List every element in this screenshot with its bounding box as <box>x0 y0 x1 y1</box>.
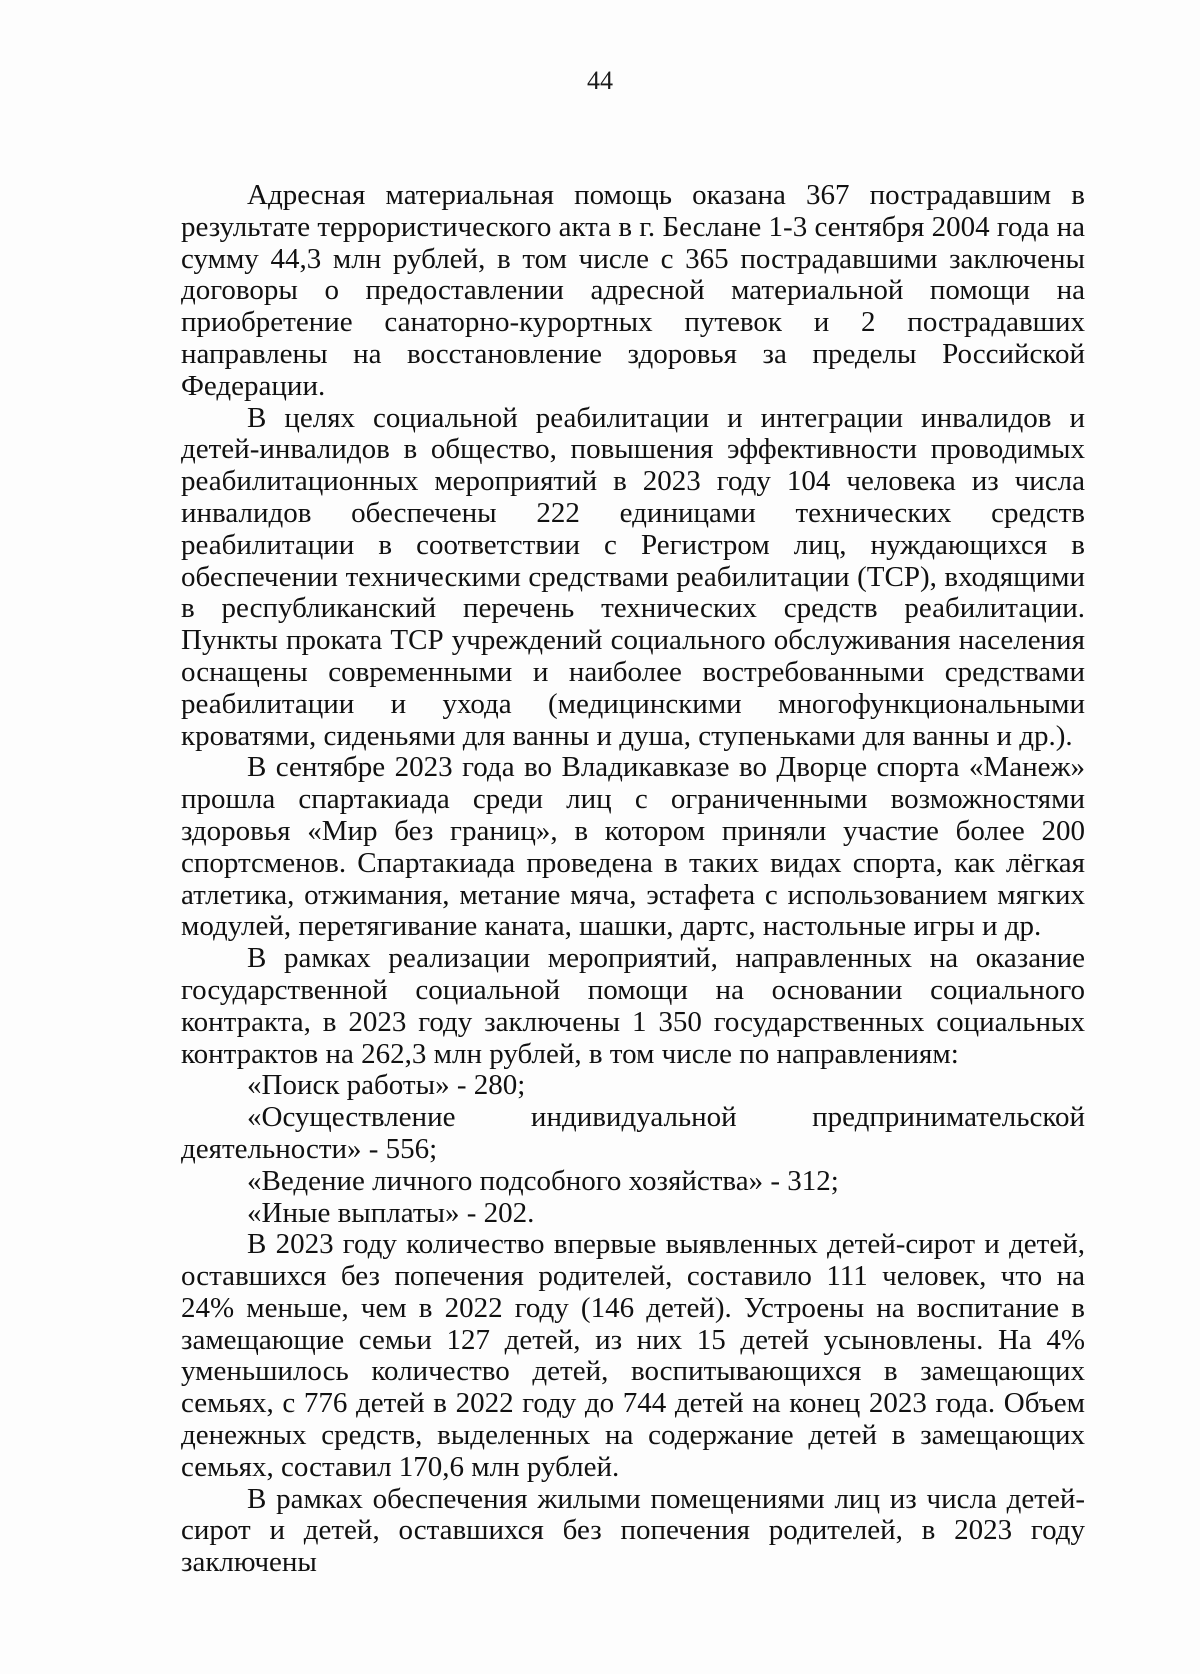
paragraph-orphans: В 2023 году количество впервые выявленных детей-сирот и детей, оставшихся без попечения родителей, составило 111 человек, что на 24% меньше, чем в 2022 году (146 детей). Устроены на воспитание в замещающие семьи 127 детей, из них 15 детей усыновлены. На 4% уменьшилось количество детей, воспитывающихся в замещающих семьях, с 776 детей в 2022 году до 744 детей на конец 2023 года. Объем денежных средств, выделенных на содержание детей в замещающих семьях, составил 170,6 млн рублей. <box>181 1228 1085 1483</box>
list-item-job-search: «Поиск работы» - 280; <box>247 1069 526 1102</box>
list-item-other-payments: «Иные выплаты» - 202. <box>247 1196 535 1229</box>
document-body <box>181 180 1085 1579</box>
paragraph-housing: В рамках обеспечения жилыми помещениями лиц из числа детей-сирот и детей, оставшихся без попечения родителей, в 2023 году заключены <box>181 1482 1085 1579</box>
list-item-entrepreneurship: «Осуществление индивидуальной предпринимательской деятельности» - 556; <box>181 1101 1085 1165</box>
list-item-household-farming: «Ведение личного подсобного хозяйства» - 312; <box>247 1164 839 1197</box>
paragraph-targeted-aid: Адресная материальная помощь оказана 367 пострадавшим в результате террористического акта в г. Беслане 1-3 сентября 2004 года на сумму 44,3 млн рублей, в том числе с 365 пострадавшими заключены договоры о предоставлении адресной материальной помощи на приобретение санаторно-курортных путевок и 2 пострадавших направлены на восстановление здоровья за пределы Российской Федерации. <box>181 179 1085 402</box>
paragraph-spartakiad: В сентябре 2023 года во Владикавказе во Дворце спорта «Манеж» прошла спартакиада среди лиц с ограниченными возможностями здоровья «Мир без границ», в котором приняли участие более 200 спортсменов. Спартакиада проведена в таких видах спорта, как лёгкая атлетика, отжимания, метание мяча, эстафета с использованием мягких модулей, перетягивание каната, шашки, дартс, настольные игры и др. <box>181 751 1085 943</box>
paragraph-rehabilitation: В целях социальной реабилитации и интеграции инвалидов и детей-инвалидов в общество, повышения эффективности проводимых реабилитационных мероприятий в 2023 году 104 человека из числа инвалидов обеспечены 222 единицами технических средств реабилитации в соответствии с Регистром лиц, нуждающихся в обеспечении техническими средствами реабилитации (ТСР), входящими в республиканский перечень технических средств реабилитации. Пункты проката ТСР учреждений социального обслуживания населения оснащены современными и наиболее востребованными средствами реабилитации и ухода (медицинскими многофункциональными кроватями, сиденьями для ванны и душа, ступеньками для ванны и др.). <box>181 401 1085 752</box>
paragraph-social-contract: В рамках реализации мероприятий, направленных на оказание государственной социальной помощи на основании социального контракта, в 2023 году заключены 1 350 государственных социальных контрактов на 262,3 млн рублей, в том числе по направлениям: <box>181 942 1085 1070</box>
page-number: 44 <box>587 66 613 95</box>
